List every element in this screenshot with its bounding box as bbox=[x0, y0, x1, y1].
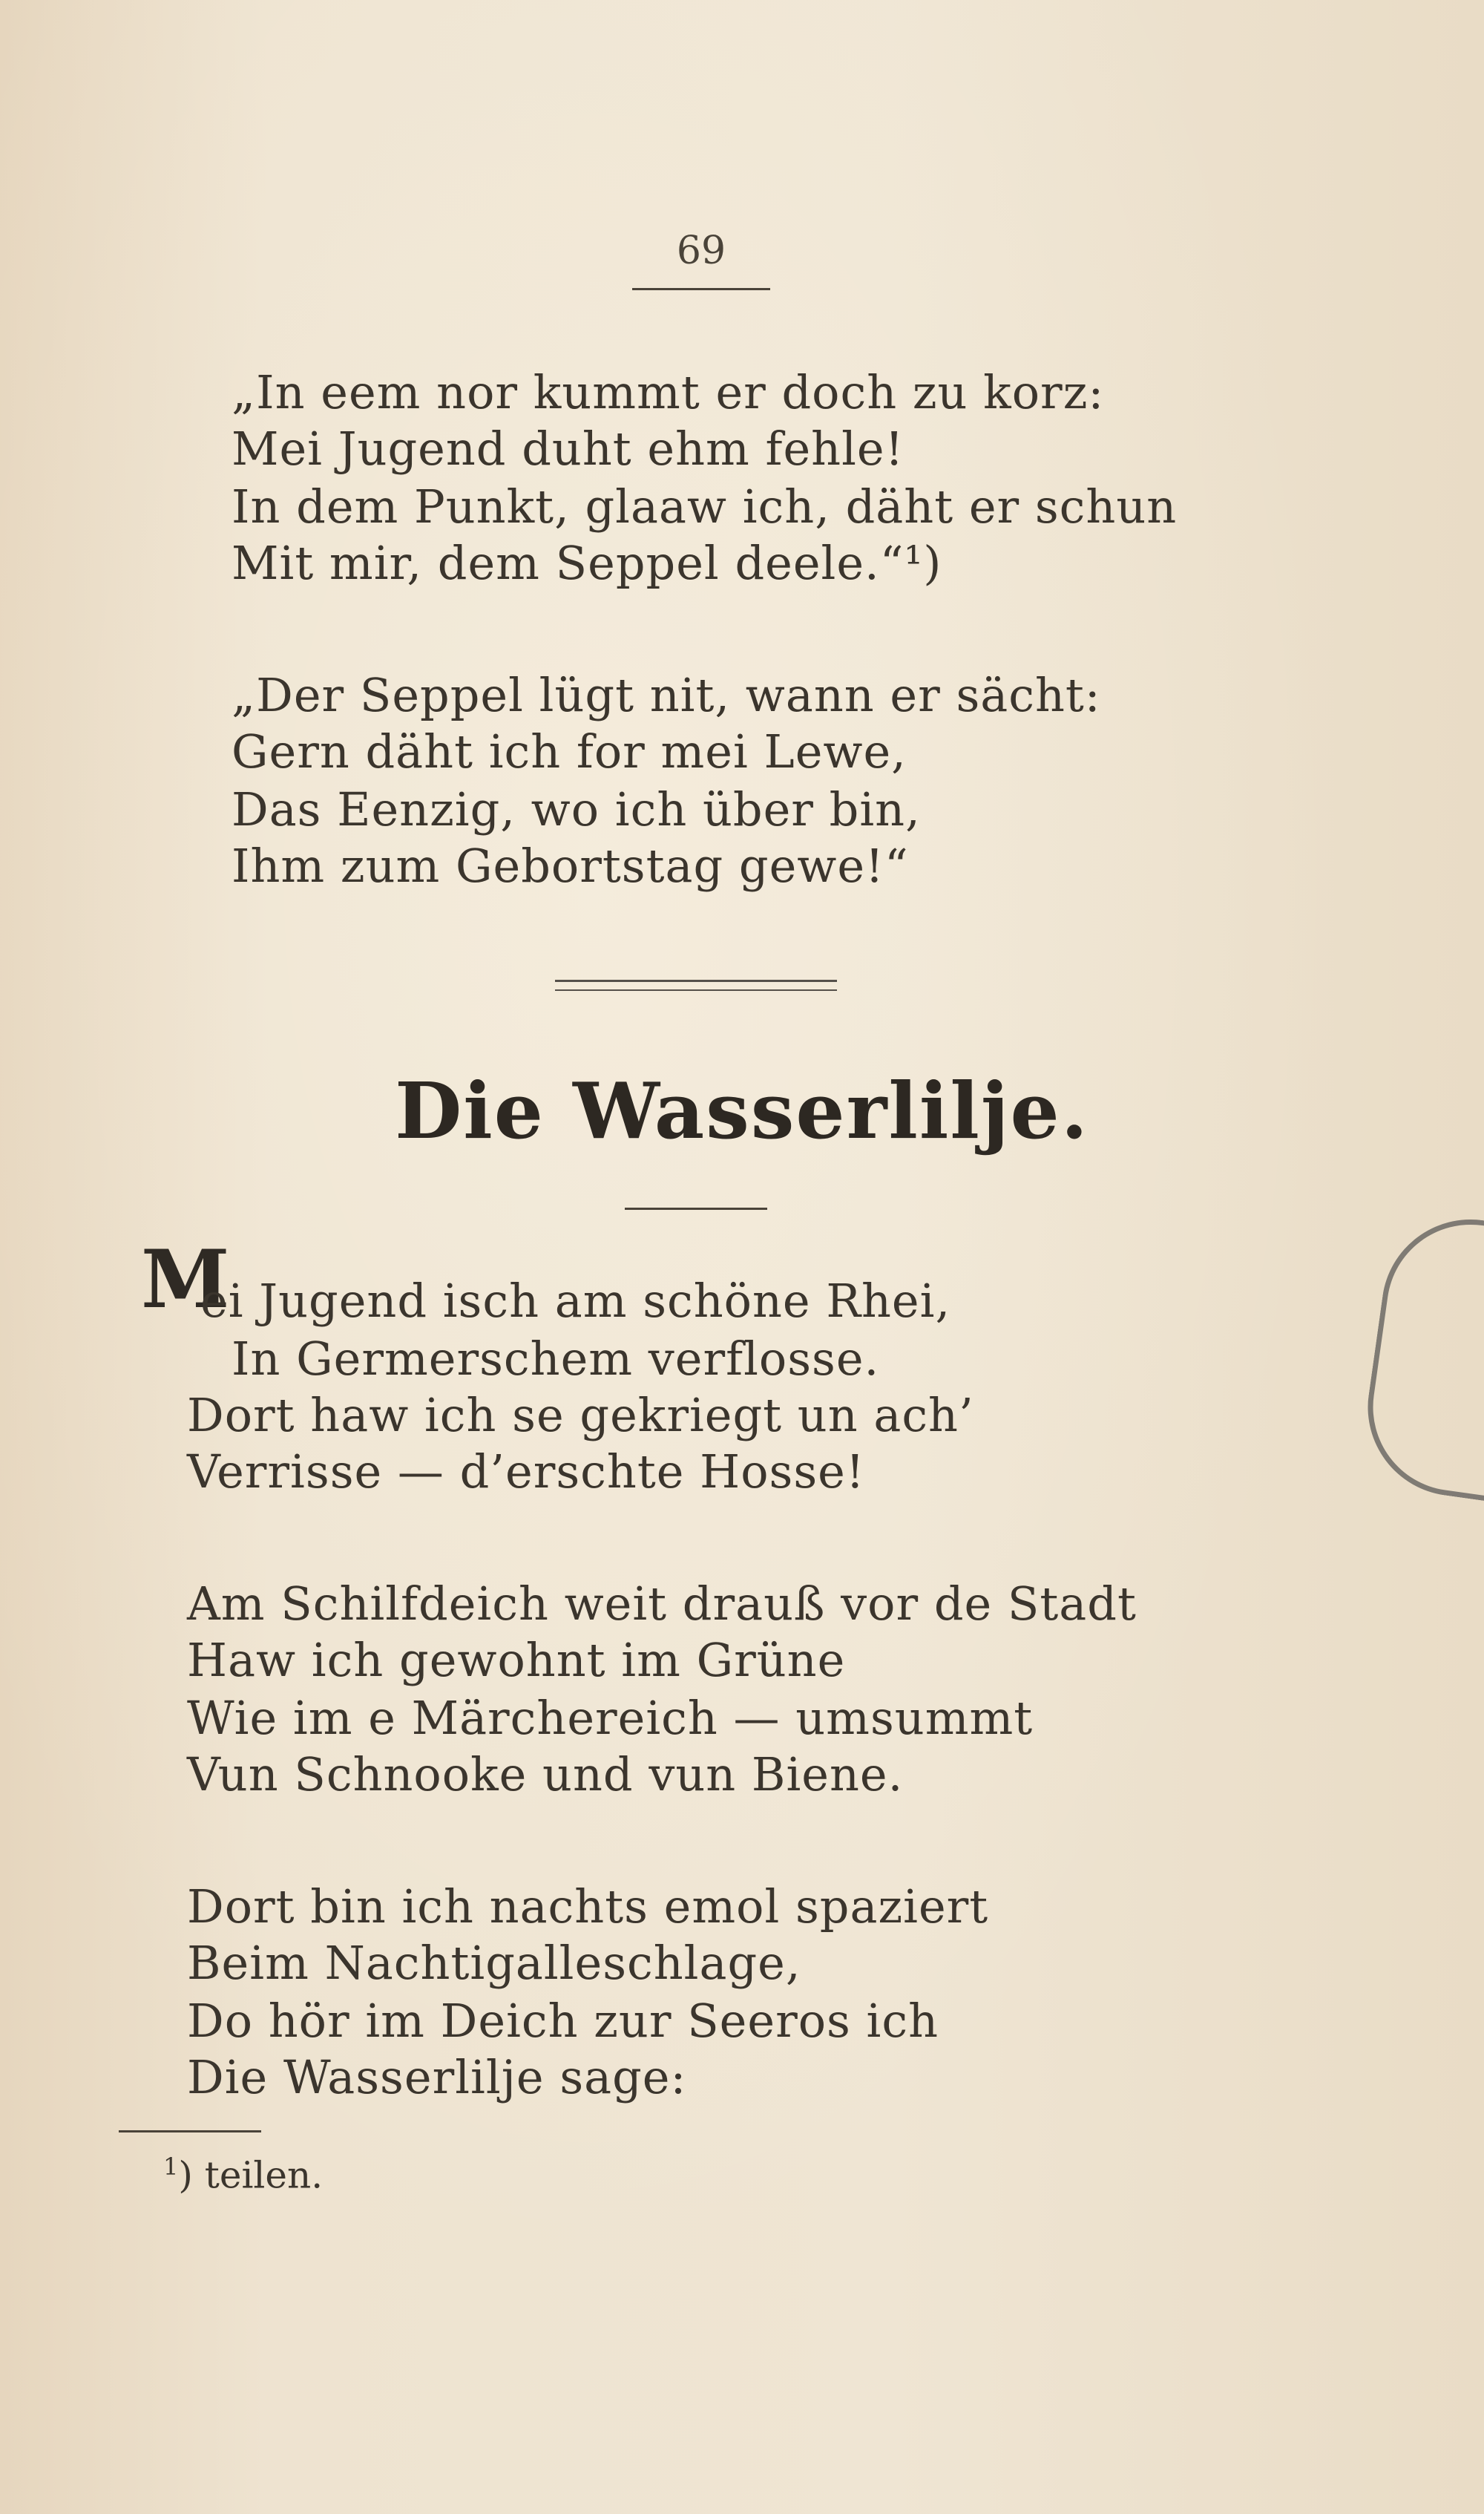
verse-line: Das Eenzig, wo ich über bin, bbox=[232, 782, 921, 837]
verse-line: Ihm zum Gebortstag gewe!“ bbox=[232, 839, 909, 893]
verse-line: Vun Schnooke und vun Biene. bbox=[187, 1747, 904, 1801]
verse-line: Am Schilfdeich weit drauß vor de Stadt bbox=[187, 1577, 1137, 1631]
verse-line: Die Wasserlilje sage: bbox=[187, 2050, 687, 2104]
verse-line-first: ei Jugend isch am schöne Rhei, bbox=[200, 1274, 951, 1328]
page-number-rule bbox=[632, 288, 770, 290]
verse-line: Haw ich gewohnt im Grüne bbox=[187, 1633, 846, 1687]
verse-line: Dort haw ich se gekriegt un ach’ bbox=[187, 1388, 974, 1442]
verse-line: Gern däht ich for mei Lewe, bbox=[232, 724, 907, 779]
verse-line: Mei Jugend duht ehm fehle! bbox=[232, 422, 904, 476]
verse-line: In Germerschem verflosse. bbox=[232, 1332, 880, 1386]
footnote-marker: 1 bbox=[163, 2153, 179, 2181]
verse-line: Verrisse — d’erschte Hosse! bbox=[187, 1444, 865, 1499]
verse-line: In dem Punkt, glaaw ich, däht er schun bbox=[232, 479, 1178, 534]
title-rule bbox=[625, 1208, 767, 1210]
paper-clip-mark bbox=[1356, 1208, 1484, 1504]
footnote-text: ) teilen. bbox=[178, 2153, 324, 2197]
verse-line: Dort bin ich nachts emol spaziert bbox=[187, 1879, 989, 1934]
verse-line: Beim Nachtigalleschlage, bbox=[187, 1936, 801, 1990]
verse-line: Wie im e Märchereich — umsummt bbox=[187, 1691, 1034, 1745]
poem-title: Die Wasserlilje. bbox=[395, 1065, 1089, 1156]
verse-line: „In eem nor kummt er doch zu korz: bbox=[232, 365, 1105, 419]
section-divider bbox=[555, 980, 837, 991]
page-number: 69 bbox=[676, 229, 726, 273]
drop-initial: M bbox=[141, 1233, 230, 1326]
verse-line: Do hör im Deich zur Seeros ich bbox=[187, 1994, 939, 2048]
verse-line: „Der Seppel lügt nit, wann er sächt: bbox=[232, 668, 1101, 722]
verse-line: Mit mir, dem Seppel deele.“¹) bbox=[232, 536, 942, 590]
footnote bbox=[163, 2153, 323, 2197]
footnote-rule bbox=[119, 2130, 261, 2132]
